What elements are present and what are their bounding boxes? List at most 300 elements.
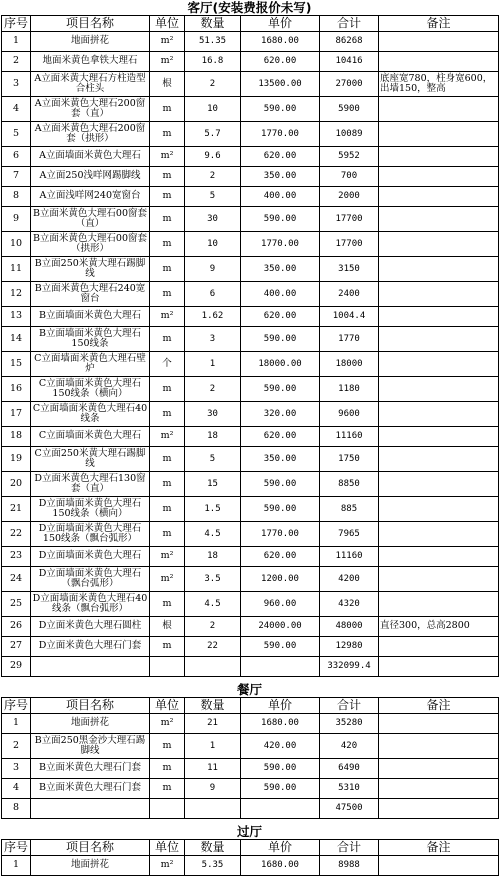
column-header: 序号 — [2, 16, 31, 32]
note-cell — [379, 147, 499, 167]
unit-price-cell: 620.00 — [241, 52, 320, 72]
seq-cell: 3 — [2, 72, 31, 97]
quantity-cell: 16.8 — [185, 52, 241, 72]
table-row — [2, 447, 499, 472]
total-cell: 10416 — [320, 52, 379, 72]
seq-cell: 12 — [2, 282, 31, 307]
unit-price-cell: 1680.00 — [241, 714, 320, 734]
unit-price-cell: 620.00 — [241, 307, 320, 327]
note-cell — [379, 567, 499, 592]
note-cell — [379, 187, 499, 207]
table-row — [2, 779, 499, 799]
note-cell: 直径300，总高2800 — [379, 617, 499, 637]
note-cell — [379, 352, 499, 377]
column-header: 项目名称 — [31, 698, 150, 714]
quantity-cell: 30 — [185, 207, 241, 232]
seq-cell: 24 — [2, 567, 31, 592]
seq-cell: 26 — [2, 617, 31, 637]
unit-cell: m — [150, 734, 185, 759]
note-cell — [379, 856, 499, 876]
table-row — [2, 472, 499, 497]
note-cell — [379, 257, 499, 282]
note-cell — [379, 327, 499, 352]
unit-cell: m² — [150, 427, 185, 447]
quantity-cell — [185, 657, 241, 677]
unit-cell: m — [150, 592, 185, 617]
note-cell — [379, 447, 499, 472]
total-cell: 17700 — [320, 232, 379, 257]
note-cell — [379, 497, 499, 522]
unit-price-cell: 350.00 — [241, 257, 320, 282]
quantity-cell: 5.35 — [185, 856, 241, 876]
item-name-cell: D立面米黄色大理石门套 — [31, 637, 150, 657]
unit-cell — [150, 799, 185, 819]
seq-cell: 10 — [2, 232, 31, 257]
unit-cell: m² — [150, 547, 185, 567]
seq-cell: 8 — [2, 187, 31, 207]
unit-price-cell: 420.00 — [241, 734, 320, 759]
unit-price-cell: 620.00 — [241, 547, 320, 567]
table-row — [2, 377, 499, 402]
total-cell: 2000 — [320, 187, 379, 207]
note-cell — [379, 472, 499, 497]
seq-cell: 4 — [2, 779, 31, 799]
table-header-row — [2, 840, 499, 856]
column-header: 单价 — [241, 16, 320, 32]
note-cell — [379, 207, 499, 232]
unit-price-cell: 1680.00 — [241, 32, 320, 52]
unit-price-cell: 24000.00 — [241, 617, 320, 637]
unit-price-cell: 590.00 — [241, 327, 320, 352]
seq-cell: 15 — [2, 352, 31, 377]
seq-cell: 23 — [2, 547, 31, 567]
item-name-cell: C立面墙面米黄色大理石 — [31, 427, 150, 447]
item-name-cell: B立面250米黄大理石踢脚线 — [31, 257, 150, 282]
total-cell: 18000 — [320, 352, 379, 377]
quantity-cell: 21 — [185, 714, 241, 734]
quantity-cell: 9.6 — [185, 147, 241, 167]
seq-cell: 16 — [2, 377, 31, 402]
unit-cell: m — [150, 377, 185, 402]
note-cell — [379, 427, 499, 447]
unit-price-cell: 590.00 — [241, 779, 320, 799]
item-name-cell: C立面墙面米黄色大理石150线条（横向） — [31, 377, 150, 402]
quantity-cell: 15 — [185, 472, 241, 497]
quantity-cell: 2 — [185, 167, 241, 187]
table-row — [2, 187, 499, 207]
quantity-cell: 5 — [185, 187, 241, 207]
total-cell: 7965 — [320, 522, 379, 547]
seq-cell: 6 — [2, 147, 31, 167]
table-row — [2, 592, 499, 617]
column-header: 合计 — [320, 698, 379, 714]
unit-price-cell: 1770.00 — [241, 232, 320, 257]
seq-cell: 7 — [2, 167, 31, 187]
item-name-cell: B立面米黄色大理石00窗套（拱形） — [31, 232, 150, 257]
table-row — [2, 32, 499, 52]
unit-cell: m² — [150, 52, 185, 72]
total-cell: 11160 — [320, 547, 379, 567]
column-header: 单位 — [150, 16, 185, 32]
total-cell: 885 — [320, 497, 379, 522]
item-name-cell: 地面拼花 — [31, 714, 150, 734]
seq-cell: 8 — [2, 799, 31, 819]
quantity-cell: 6 — [185, 282, 241, 307]
unit-price-cell: 350.00 — [241, 447, 320, 472]
unit-cell: 根 — [150, 72, 185, 97]
unit-price-cell: 1680.00 — [241, 856, 320, 876]
dining-room-table — [1, 697, 499, 819]
unit-price-cell: 590.00 — [241, 759, 320, 779]
unit-price-cell: 13500.00 — [241, 72, 320, 97]
unit-price-cell: 960.00 — [241, 592, 320, 617]
quantity-cell: 1.5 — [185, 497, 241, 522]
item-name-cell — [31, 799, 150, 819]
note-cell — [379, 522, 499, 547]
unit-price-cell: 620.00 — [241, 427, 320, 447]
quantity-cell: 5.7 — [185, 122, 241, 147]
table-row — [2, 167, 499, 187]
total-cell: 332099.4 — [320, 657, 379, 677]
seq-cell: 2 — [2, 52, 31, 72]
item-name-cell: D立面墙面米黄色大理石 — [31, 547, 150, 567]
unit-cell: m — [150, 522, 185, 547]
seq-cell: 5 — [2, 122, 31, 147]
seq-cell: 19 — [2, 447, 31, 472]
quantity-cell: 1 — [185, 734, 241, 759]
total-cell: 4320 — [320, 592, 379, 617]
unit-cell: m — [150, 447, 185, 472]
note-cell — [379, 799, 499, 819]
unit-price-cell: 590.00 — [241, 97, 320, 122]
column-header: 单价 — [241, 840, 320, 856]
seq-cell: 2 — [2, 734, 31, 759]
note-cell — [379, 759, 499, 779]
unit-cell: m² — [150, 714, 185, 734]
item-name-cell: C立面墙面米黄色大理石40线条 — [31, 402, 150, 427]
total-cell: 86268 — [320, 32, 379, 52]
item-name-cell: A立面米黄色大理石200窗套（拱形） — [31, 122, 150, 147]
seq-cell: 29 — [2, 657, 31, 677]
item-name-cell: D立面墙面米黄色大理石40线条（飘台弧形） — [31, 592, 150, 617]
unit-price-cell: 400.00 — [241, 282, 320, 307]
column-header: 备注 — [379, 840, 499, 856]
seq-cell: 27 — [2, 637, 31, 657]
unit-cell: m — [150, 232, 185, 257]
unit-cell: m² — [150, 147, 185, 167]
quantity-cell: 1.62 — [185, 307, 241, 327]
total-cell: 5952 — [320, 147, 379, 167]
column-header: 序号 — [2, 840, 31, 856]
seq-cell: 11 — [2, 257, 31, 282]
total-cell: 11160 — [320, 427, 379, 447]
unit-price-cell: 590.00 — [241, 377, 320, 402]
item-name-cell: B立面米黄色大理石门套 — [31, 759, 150, 779]
column-header: 数量 — [185, 16, 241, 32]
column-header: 序号 — [2, 698, 31, 714]
total-cell: 700 — [320, 167, 379, 187]
note-cell — [379, 122, 499, 147]
item-name-cell: B立面米黄色大理石门套 — [31, 779, 150, 799]
total-cell: 8850 — [320, 472, 379, 497]
note-cell — [379, 402, 499, 427]
table-row — [2, 147, 499, 167]
quantity-cell: 18 — [185, 547, 241, 567]
quantity-cell: 4.5 — [185, 522, 241, 547]
unit-cell: m — [150, 167, 185, 187]
note-cell — [379, 52, 499, 72]
living-room-section-title: 客厅(安装费报价未写) — [187, 0, 312, 15]
total-cell: 3150 — [320, 257, 379, 282]
unit-price-cell: 400.00 — [241, 187, 320, 207]
note-cell — [379, 307, 499, 327]
unit-cell: m — [150, 257, 185, 282]
quantity-cell: 2 — [185, 377, 241, 402]
total-cell: 6490 — [320, 759, 379, 779]
total-cell: 9600 — [320, 402, 379, 427]
table-row — [2, 637, 499, 657]
table-row — [2, 856, 499, 876]
seq-cell: 14 — [2, 327, 31, 352]
seq-cell: 3 — [2, 759, 31, 779]
table-row — [2, 522, 499, 547]
column-header: 备注 — [379, 16, 499, 32]
hall-section-title: 过厅 — [236, 824, 262, 839]
unit-price-cell — [241, 799, 320, 819]
item-name-cell: 地面拼花 — [31, 32, 150, 52]
unit-cell: m² — [150, 856, 185, 876]
table-header-row — [2, 16, 499, 32]
unit-cell: m — [150, 402, 185, 427]
seq-cell: 13 — [2, 307, 31, 327]
quantity-cell: 9 — [185, 779, 241, 799]
unit-cell: m — [150, 282, 185, 307]
living-room-table — [1, 15, 499, 677]
note-cell — [379, 282, 499, 307]
table-row — [2, 402, 499, 427]
table-row — [2, 327, 499, 352]
seq-cell: 21 — [2, 497, 31, 522]
unit-price-cell: 1770.00 — [241, 522, 320, 547]
total-cell: 10089 — [320, 122, 379, 147]
table-row — [2, 657, 499, 677]
table-row — [2, 52, 499, 72]
quantity-cell: 5 — [185, 447, 241, 472]
note-cell — [379, 592, 499, 617]
seq-cell: 1 — [2, 32, 31, 52]
seq-cell: 1 — [2, 714, 31, 734]
quantity-cell: 4.5 — [185, 592, 241, 617]
table-row — [2, 97, 499, 122]
note-cell — [379, 657, 499, 677]
item-name-cell: D立面墙面米黄色大理石（飘台弧形） — [31, 567, 150, 592]
item-name-cell: A立面米黄色大理石200窗套（直） — [31, 97, 150, 122]
table-row — [2, 714, 499, 734]
unit-cell: m — [150, 207, 185, 232]
table-row — [2, 759, 499, 779]
unit-cell: m — [150, 472, 185, 497]
total-cell: 12980 — [320, 637, 379, 657]
item-name-cell: B立面250黑金沙大理石踢脚线 — [31, 734, 150, 759]
item-name-cell: D立面米黄色大理石130窗套（直） — [31, 472, 150, 497]
table-row — [2, 232, 499, 257]
column-header: 合计 — [320, 840, 379, 856]
unit-price-cell: 590.00 — [241, 637, 320, 657]
column-header: 单价 — [241, 698, 320, 714]
unit-cell: 个 — [150, 352, 185, 377]
table-row — [2, 307, 499, 327]
unit-price-cell: 1200.00 — [241, 567, 320, 592]
seq-cell: 4 — [2, 97, 31, 122]
item-name-cell: A立面250浅咩网踢脚线 — [31, 167, 150, 187]
table-row — [2, 799, 499, 819]
column-header: 备注 — [379, 698, 499, 714]
quantity-cell: 22 — [185, 637, 241, 657]
column-header: 项目名称 — [31, 840, 150, 856]
unit-cell: m — [150, 497, 185, 522]
unit-cell: m² — [150, 32, 185, 52]
unit-cell — [150, 657, 185, 677]
quantity-cell: 51.35 — [185, 32, 241, 52]
unit-price-cell: 620.00 — [241, 147, 320, 167]
total-cell: 1180 — [320, 377, 379, 402]
unit-price-cell: 320.00 — [241, 402, 320, 427]
item-name-cell: B立面墙面米黄色大理石150线条 — [31, 327, 150, 352]
quantity-cell: 10 — [185, 97, 241, 122]
note-cell — [379, 232, 499, 257]
item-name-cell — [31, 657, 150, 677]
unit-cell: m — [150, 327, 185, 352]
unit-price-cell: 18000.00 — [241, 352, 320, 377]
item-name-cell: B立面米黄色大理石240宽窗台 — [31, 282, 150, 307]
quantity-cell — [185, 799, 241, 819]
column-header: 项目名称 — [31, 16, 150, 32]
total-cell: 47500 — [320, 799, 379, 819]
quantity-cell: 10 — [185, 232, 241, 257]
table-row — [2, 547, 499, 567]
table-header-row — [2, 698, 499, 714]
item-name-cell: C立面墙面米黄色大理石壁炉 — [31, 352, 150, 377]
seq-cell: 20 — [2, 472, 31, 497]
item-name-cell: A立面墙面米黄色大理石 — [31, 147, 150, 167]
quantity-cell: 18 — [185, 427, 241, 447]
table-row — [2, 427, 499, 447]
quantity-cell: 3 — [185, 327, 241, 352]
unit-price-cell: 1770.00 — [241, 122, 320, 147]
note-cell — [379, 32, 499, 52]
total-cell: 35280 — [320, 714, 379, 734]
quantity-cell: 30 — [185, 402, 241, 427]
column-header: 单位 — [150, 698, 185, 714]
seq-cell: 9 — [2, 207, 31, 232]
item-name-cell: D立面墙面米黄色大理石150线条（飘台弧形） — [31, 522, 150, 547]
note-cell — [379, 637, 499, 657]
table-row — [2, 122, 499, 147]
total-cell: 1004.4 — [320, 307, 379, 327]
table-row — [2, 497, 499, 522]
table-row — [2, 257, 499, 282]
note-cell — [379, 547, 499, 567]
unit-cell: m — [150, 122, 185, 147]
item-name-cell: 地面拼花 — [31, 856, 150, 876]
unit-cell: m — [150, 779, 185, 799]
total-cell: 1770 — [320, 327, 379, 352]
unit-cell: m — [150, 637, 185, 657]
quantity-cell: 2 — [185, 617, 241, 637]
quantity-cell: 11 — [185, 759, 241, 779]
column-header: 合计 — [320, 16, 379, 32]
column-header: 数量 — [185, 698, 241, 714]
note-cell — [379, 167, 499, 187]
table-row — [2, 567, 499, 592]
unit-price-cell: 590.00 — [241, 207, 320, 232]
seq-cell: 18 — [2, 427, 31, 447]
unit-cell: m — [150, 187, 185, 207]
table-row — [2, 617, 499, 637]
seq-cell: 22 — [2, 522, 31, 547]
note-cell: 底座宽780，柱身宽600，出墙150，整高 — [379, 72, 499, 97]
unit-price-cell — [241, 657, 320, 677]
item-name-cell: D立面米黄色大理石圆柱 — [31, 617, 150, 637]
item-name-cell: B立面墙面米黄色大理石 — [31, 307, 150, 327]
seq-cell: 1 — [2, 856, 31, 876]
item-name-cell: A立面米黄大理石方柱造型合柱头 — [31, 72, 150, 97]
note-cell — [379, 377, 499, 402]
unit-cell: m — [150, 759, 185, 779]
total-cell: 48000 — [320, 617, 379, 637]
column-header: 数量 — [185, 840, 241, 856]
item-name-cell: D立面墙面米黄色大理石150线条（横向） — [31, 497, 150, 522]
table-row — [2, 352, 499, 377]
unit-price-cell: 590.00 — [241, 497, 320, 522]
total-cell: 17700 — [320, 207, 379, 232]
unit-cell: m² — [150, 307, 185, 327]
total-cell: 8988 — [320, 856, 379, 876]
quantity-cell: 9 — [185, 257, 241, 282]
unit-cell: m² — [150, 567, 185, 592]
unit-price-cell: 590.00 — [241, 472, 320, 497]
quantity-cell: 1 — [185, 352, 241, 377]
table-row — [2, 72, 499, 97]
total-cell: 4200 — [320, 567, 379, 592]
unit-cell: m — [150, 97, 185, 122]
quantity-cell: 2 — [185, 72, 241, 97]
item-name-cell: B立面米黄色大理石00窗套（直） — [31, 207, 150, 232]
note-cell — [379, 97, 499, 122]
total-cell: 1750 — [320, 447, 379, 472]
dining-room-section-title: 餐厅 — [236, 682, 262, 697]
table-row — [2, 207, 499, 232]
item-name-cell: 地面米黄色拿铁大理石 — [31, 52, 150, 72]
total-cell: 27000 — [320, 72, 379, 97]
table-row — [2, 282, 499, 307]
note-cell — [379, 734, 499, 759]
item-name-cell: C立面250米黄大理石踢脚线 — [31, 447, 150, 472]
total-cell: 5310 — [320, 779, 379, 799]
total-cell: 420 — [320, 734, 379, 759]
unit-price-cell: 350.00 — [241, 167, 320, 187]
seq-cell: 17 — [2, 402, 31, 427]
quantity-cell: 3.5 — [185, 567, 241, 592]
total-cell: 2400 — [320, 282, 379, 307]
note-cell — [379, 779, 499, 799]
unit-cell: 根 — [150, 617, 185, 637]
hall-table — [1, 839, 499, 876]
note-cell — [379, 714, 499, 734]
item-name-cell: A立面浅咩网240宽窗台 — [31, 187, 150, 207]
table-row — [2, 734, 499, 759]
seq-cell: 25 — [2, 592, 31, 617]
